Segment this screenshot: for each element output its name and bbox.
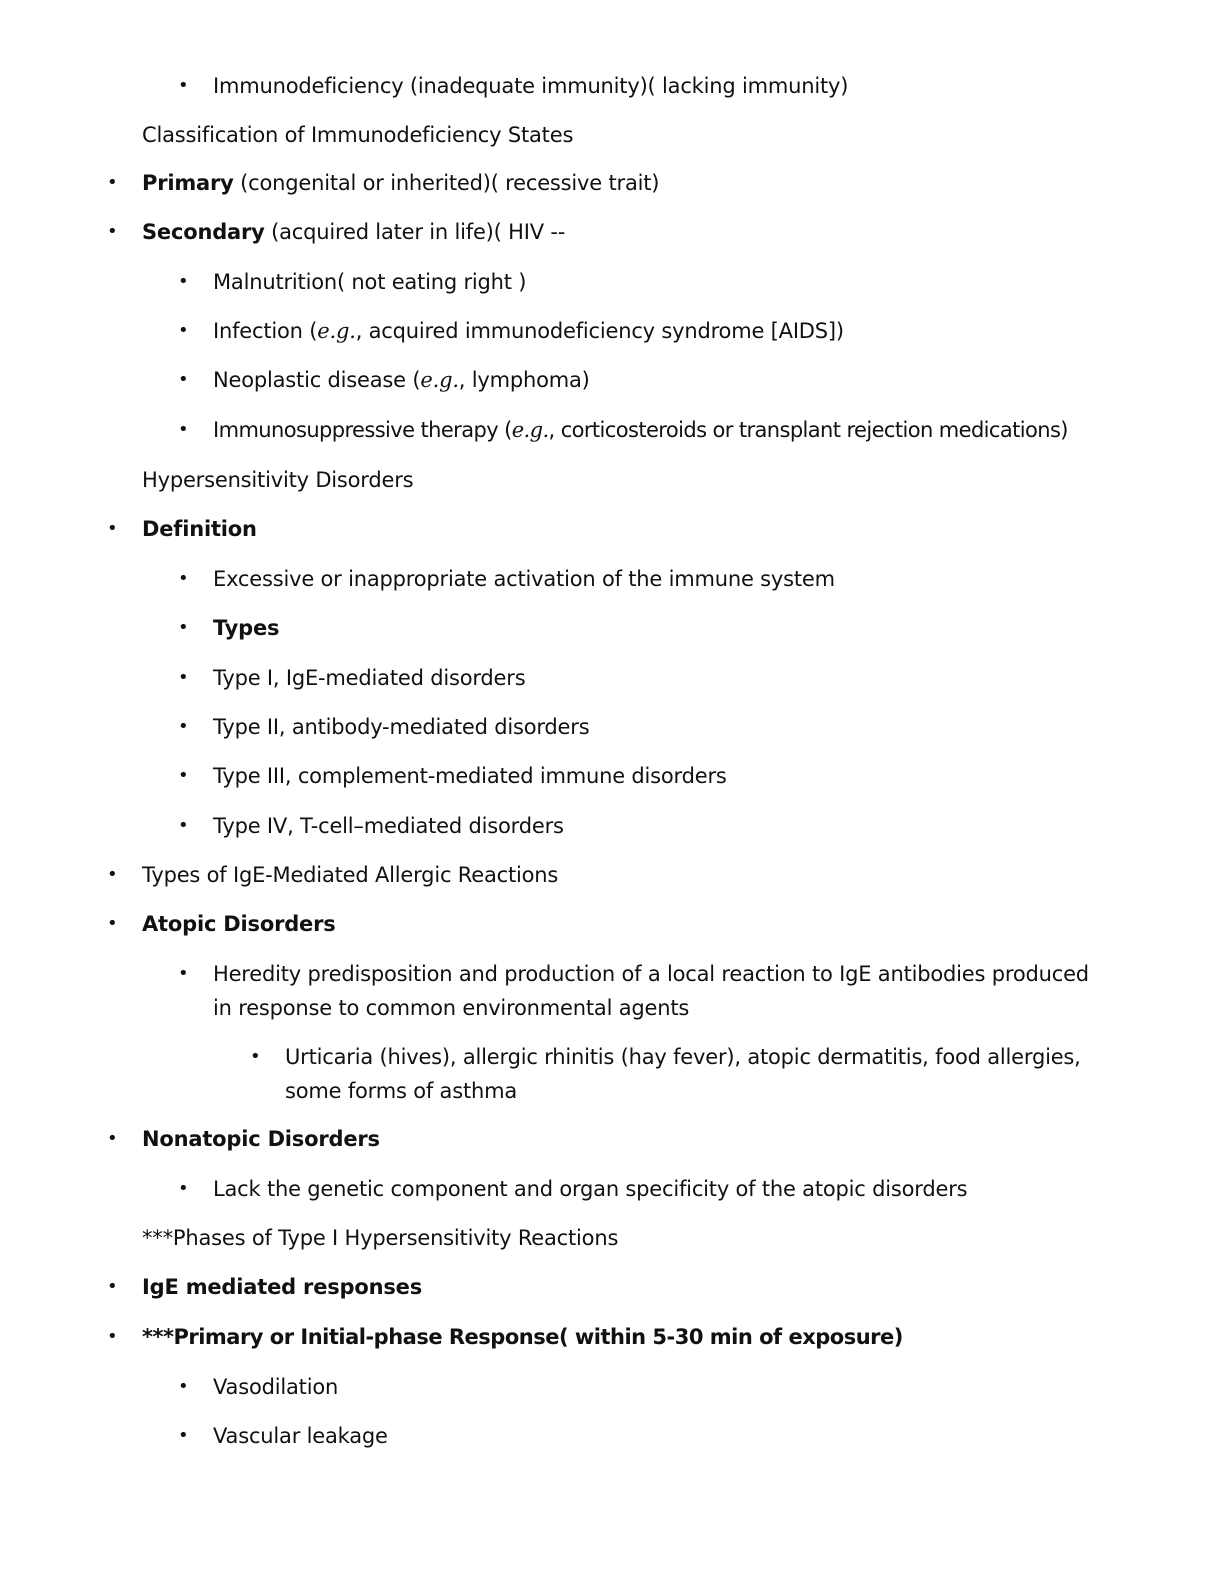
bullet: • [178,716,189,737]
list-item-types: Types [213,616,280,640]
list-item-text: Immunosuppressive therapy ( [213,418,512,442]
bullet: • [107,913,118,934]
list-item-type-iii: Type III, complement-mediated immune disorders [213,764,727,788]
list-item-type-ii: Type II, antibody-mediated disorders [213,715,590,739]
list-item-text: (congenital or inherited)( recessive trait) [233,171,660,195]
abbr-eg: e.g. [511,418,549,442]
list-item-text: , lymphoma) [458,368,590,392]
list-item-immunodeficiency: Immunodeficiency (inadequate immunity)( lacking immunity) [213,74,849,98]
bullet: • [178,617,189,638]
abbr-eg: e.g. [420,368,459,392]
bullet: • [178,963,189,984]
bullet: • [178,1425,189,1446]
term-secondary: Secondary [142,220,265,244]
list-item-ige-types: Types of IgE-Mediated Allergic Reactions [142,863,559,887]
list-item-urticaria: Urticaria (hives), allergic rhinitis (hay fever), atopic dermatitis, food allergies, some forms of asthma [285,1045,1081,1103]
bullet: • [178,75,189,96]
term-primary: Primary [142,171,234,195]
bullet: • [107,518,118,539]
bullet: • [107,172,118,193]
list-item-type-iv: Type IV, T-cell–mediated disorders [213,814,564,838]
list-item-nonatopic: Nonatopic Disorders [142,1127,380,1151]
bullet: • [178,765,189,786]
list-item-text: , acquired immunodeficiency syndrome [AIDS]) [355,319,844,343]
bullet: • [178,815,189,836]
bullet: • [107,1128,118,1149]
heading-classification: Classification of Immunodeficiency States [142,123,574,147]
list-item-neoplastic [213,363,590,397]
list-item-infection [213,314,844,348]
heading-hypersensitivity: Hypersensitivity Disorders [142,468,414,492]
bullet: • [107,1276,118,1297]
list-item-text: , corticosteroids or transplant rejection medications) [548,418,1068,442]
list-item-excessive: Excessive or inappropriate activation of the immune system [213,567,835,591]
heading-phases: ***Phases of Type I Hypersensitivity Reactions [142,1226,619,1250]
bullet: • [107,221,118,242]
bullet: • [178,271,189,292]
list-item-text: Neoplastic disease ( [213,368,421,392]
list-item-text: Infection ( [213,319,318,343]
list-item-malnutrition: Malnutrition( not eating right ) [213,270,527,294]
list-item-secondary [142,215,565,249]
bullet: • [178,1376,189,1397]
list-item-lack-genetic: Lack the genetic component and organ specificity of the atopic disorders [213,1177,968,1201]
bullet: • [107,864,118,885]
bullet: • [178,320,189,341]
bullet: • [178,568,189,589]
list-item-vasodilation: Vasodilation [213,1375,339,1399]
list-item-type-i: Type I, IgE-mediated disorders [213,666,526,690]
list-item-heredity: Heredity predisposition and production of a local reaction to IgE antibodies produced in response to common environmental agents [213,962,1089,1020]
bullet: • [107,1326,118,1347]
bullet: • [178,667,189,688]
list-item-ige-mediated: IgE mediated responses [142,1275,423,1299]
bullet: • [178,1178,189,1199]
bullet: • [178,419,189,440]
list-item-atopic: Atopic Disorders [142,912,336,936]
bullet: • [250,1046,261,1067]
list-item-primary [142,166,659,200]
list-item-definition: Definition [142,517,257,541]
bullet: • [178,369,189,390]
list-item-vascular-leakage: Vascular leakage [213,1424,388,1448]
list-item-text: (acquired later in life)( HIV -- [264,220,566,244]
list-item-immunosuppressive [213,413,1068,447]
list-item-primary-phase: ***Primary or Initial-phase Response( within 5-30 min of exposure) [142,1325,903,1349]
abbr-eg: e.g. [317,319,356,343]
